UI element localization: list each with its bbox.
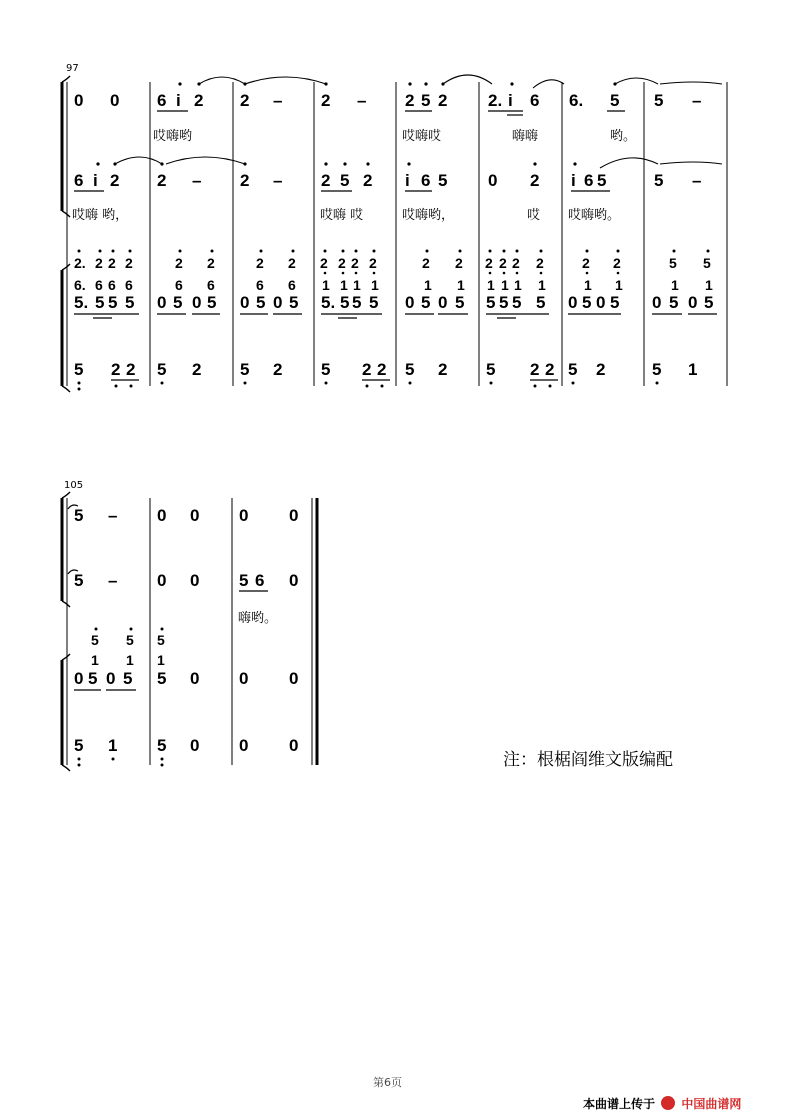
svg-text:5: 5 xyxy=(95,293,105,312)
svg-text:0: 0 xyxy=(652,293,662,312)
svg-text:5: 5 xyxy=(126,632,134,648)
svg-text:6.: 6. xyxy=(74,277,86,293)
svg-text:6: 6 xyxy=(207,277,215,293)
svg-text:0: 0 xyxy=(596,293,606,312)
staff-1-notes xyxy=(74,91,701,110)
svg-text:5: 5 xyxy=(108,293,118,312)
svg-text:0: 0 xyxy=(110,91,120,110)
svg-text:1: 1 xyxy=(501,277,509,293)
svg-text:1: 1 xyxy=(514,277,522,293)
svg-text:5: 5 xyxy=(610,293,620,312)
svg-text:5: 5 xyxy=(340,293,350,312)
svg-text:0: 0 xyxy=(688,293,698,312)
svg-text:2: 2 xyxy=(530,360,540,379)
svg-text:1: 1 xyxy=(705,277,713,293)
svg-text:0: 0 xyxy=(289,669,299,688)
svg-text:5: 5 xyxy=(74,736,84,755)
svg-text:1: 1 xyxy=(126,652,134,668)
footer-prefix: 本曲谱上传于 xyxy=(583,1097,656,1111)
svg-text:1: 1 xyxy=(584,277,592,293)
svg-text:i: i xyxy=(508,91,513,110)
arrangement-note: 注：根椐阎维文版编配 xyxy=(503,750,673,770)
svg-text:1: 1 xyxy=(671,277,679,293)
svg-text:–: – xyxy=(273,91,283,110)
svg-text:2: 2 xyxy=(95,255,103,271)
svg-text:2: 2 xyxy=(321,171,331,190)
svg-text:i: i xyxy=(176,91,181,110)
svg-text:6: 6 xyxy=(584,171,594,190)
svg-text:5: 5 xyxy=(88,669,98,688)
lyric: 哎嗨哟。 xyxy=(568,208,621,223)
svg-text:5: 5 xyxy=(582,293,592,312)
svg-text:5: 5 xyxy=(123,669,133,688)
svg-text:0: 0 xyxy=(190,669,200,688)
svg-text:2: 2 xyxy=(321,91,331,110)
svg-text:2: 2 xyxy=(256,255,264,271)
lyric: 哎嗨哟， xyxy=(402,208,455,223)
svg-text:5: 5 xyxy=(207,293,217,312)
svg-text:0: 0 xyxy=(106,669,116,688)
svg-text:0: 0 xyxy=(289,736,299,755)
staff-3-chords xyxy=(74,255,713,293)
lyric: 哎嗨 哎 xyxy=(320,208,364,223)
lyric: 嗨嗨 xyxy=(512,129,539,144)
svg-text:2: 2 xyxy=(175,255,183,271)
svg-text:i: i xyxy=(571,171,576,190)
measure-number: 97 xyxy=(66,63,79,74)
svg-text:0: 0 xyxy=(190,571,200,590)
svg-text:1: 1 xyxy=(108,736,118,755)
svg-text:–: – xyxy=(192,171,202,190)
svg-text:1: 1 xyxy=(91,652,99,668)
svg-text:5: 5 xyxy=(157,736,167,755)
svg-text:–: – xyxy=(108,571,118,590)
svg-text:2: 2 xyxy=(320,255,328,271)
svg-text:–: – xyxy=(357,91,367,110)
site-logo-icon xyxy=(661,1096,675,1110)
svg-text:2: 2 xyxy=(207,255,215,271)
svg-text:2: 2 xyxy=(438,91,448,110)
svg-text:0: 0 xyxy=(239,669,249,688)
svg-text:5: 5 xyxy=(405,360,415,379)
svg-text:0: 0 xyxy=(74,91,84,110)
svg-text:1: 1 xyxy=(538,277,546,293)
svg-text:2: 2 xyxy=(536,255,544,271)
svg-text:5: 5 xyxy=(654,171,664,190)
svg-text:2: 2 xyxy=(111,360,121,379)
svg-text:5: 5 xyxy=(421,91,431,110)
svg-text:6: 6 xyxy=(255,571,265,590)
svg-text:0: 0 xyxy=(190,506,200,525)
svg-text:2: 2 xyxy=(438,360,448,379)
staff-3-notes xyxy=(74,293,713,312)
staff-4-notes xyxy=(74,360,697,379)
svg-text:2: 2 xyxy=(240,91,250,110)
svg-text:0: 0 xyxy=(239,506,249,525)
footer-credit xyxy=(583,1095,741,1112)
svg-text:6: 6 xyxy=(530,91,540,110)
svg-text:1: 1 xyxy=(371,277,379,293)
svg-text:5: 5 xyxy=(157,632,165,648)
svg-text:2: 2 xyxy=(422,255,430,271)
svg-text:5: 5 xyxy=(74,360,84,379)
svg-text:2: 2 xyxy=(369,255,377,271)
svg-text:0: 0 xyxy=(74,669,84,688)
svg-text:6: 6 xyxy=(95,277,103,293)
svg-text:5.: 5. xyxy=(74,293,89,312)
svg-text:1: 1 xyxy=(457,277,465,293)
svg-text:2: 2 xyxy=(351,255,359,271)
svg-text:5: 5 xyxy=(256,293,266,312)
svg-text:5: 5 xyxy=(240,360,250,379)
svg-text:5: 5 xyxy=(703,255,711,271)
svg-text:6: 6 xyxy=(256,277,264,293)
svg-text:2: 2 xyxy=(499,255,507,271)
svg-text:–: – xyxy=(108,506,118,525)
svg-text:6: 6 xyxy=(125,277,133,293)
svg-text:1: 1 xyxy=(322,277,330,293)
svg-text:0: 0 xyxy=(568,293,578,312)
svg-text:0: 0 xyxy=(192,293,202,312)
svg-text:5: 5 xyxy=(652,360,662,379)
svg-text:5: 5 xyxy=(486,360,496,379)
svg-text:5: 5 xyxy=(352,293,362,312)
page-number: 第6页 xyxy=(373,1076,402,1089)
svg-text:5: 5 xyxy=(74,571,84,590)
svg-text:2: 2 xyxy=(485,255,493,271)
svg-text:2: 2 xyxy=(530,171,540,190)
svg-text:2: 2 xyxy=(377,360,387,379)
svg-text:5: 5 xyxy=(704,293,714,312)
svg-text:2.: 2. xyxy=(488,91,503,110)
svg-text:5: 5 xyxy=(74,506,84,525)
svg-text:2: 2 xyxy=(192,360,202,379)
svg-text:5: 5 xyxy=(157,669,167,688)
svg-text:–: – xyxy=(273,171,283,190)
svg-text:–: – xyxy=(692,171,702,190)
svg-text:5: 5 xyxy=(340,171,350,190)
svg-text:5.: 5. xyxy=(321,293,336,312)
lyric: 哎嗨哎 xyxy=(402,129,442,144)
svg-text:0: 0 xyxy=(488,171,498,190)
svg-text:2: 2 xyxy=(405,91,415,110)
svg-text:2: 2 xyxy=(240,171,250,190)
svg-text:2: 2 xyxy=(110,171,120,190)
svg-text:5: 5 xyxy=(669,293,679,312)
svg-text:6: 6 xyxy=(421,171,431,190)
lyric: 哎 xyxy=(527,208,541,223)
svg-text:1: 1 xyxy=(157,652,165,668)
svg-text:2: 2 xyxy=(582,255,590,271)
svg-text:5: 5 xyxy=(289,293,299,312)
svg-text:6: 6 xyxy=(108,277,116,293)
svg-text:2: 2 xyxy=(125,255,133,271)
svg-text:0: 0 xyxy=(289,571,299,590)
svg-text:5: 5 xyxy=(512,293,522,312)
svg-text:2: 2 xyxy=(157,171,167,190)
system-1 xyxy=(62,63,727,392)
svg-text:i: i xyxy=(93,171,98,190)
svg-text:2: 2 xyxy=(362,360,372,379)
svg-text:1: 1 xyxy=(688,360,698,379)
svg-text:0: 0 xyxy=(405,293,415,312)
svg-text:2: 2 xyxy=(512,255,520,271)
svg-text:5: 5 xyxy=(239,571,249,590)
svg-text:0: 0 xyxy=(289,506,299,525)
svg-text:5: 5 xyxy=(157,360,167,379)
svg-text:0: 0 xyxy=(240,293,250,312)
svg-text:5: 5 xyxy=(536,293,546,312)
svg-text:–: – xyxy=(692,91,702,110)
svg-text:5: 5 xyxy=(369,293,379,312)
svg-text:5: 5 xyxy=(125,293,135,312)
svg-text:0: 0 xyxy=(157,506,167,525)
svg-text:0: 0 xyxy=(157,293,167,312)
svg-text:2: 2 xyxy=(596,360,606,379)
svg-text:6: 6 xyxy=(157,91,167,110)
svg-text:2: 2 xyxy=(545,360,555,379)
svg-text:6.: 6. xyxy=(569,91,584,110)
svg-text:5: 5 xyxy=(669,255,677,271)
svg-text:0: 0 xyxy=(239,736,249,755)
lyric: 哎嗨 哟， xyxy=(72,208,129,223)
svg-text:2: 2 xyxy=(455,255,463,271)
svg-text:5: 5 xyxy=(173,293,183,312)
svg-text:2.: 2. xyxy=(74,255,86,271)
svg-text:5: 5 xyxy=(321,360,331,379)
svg-text:5: 5 xyxy=(499,293,509,312)
svg-text:1: 1 xyxy=(615,277,623,293)
site-name[interactable]: 中国曲谱网 xyxy=(681,1097,742,1111)
svg-text:5: 5 xyxy=(654,91,664,110)
svg-text:2: 2 xyxy=(126,360,136,379)
svg-text:2: 2 xyxy=(363,171,373,190)
svg-text:6: 6 xyxy=(175,277,183,293)
svg-text:2: 2 xyxy=(108,255,116,271)
svg-text:6: 6 xyxy=(74,171,84,190)
svg-text:1: 1 xyxy=(353,277,361,293)
svg-text:i: i xyxy=(405,171,410,190)
svg-text:5: 5 xyxy=(421,293,431,312)
svg-text:5: 5 xyxy=(91,632,99,648)
svg-text:0: 0 xyxy=(273,293,283,312)
svg-text:5: 5 xyxy=(438,171,448,190)
svg-text:1: 1 xyxy=(487,277,495,293)
svg-text:5: 5 xyxy=(597,171,607,190)
svg-text:2: 2 xyxy=(338,255,346,271)
lyric: 哎嗨哟 xyxy=(153,129,193,144)
svg-text:0: 0 xyxy=(190,736,200,755)
lyric: 哟。 xyxy=(610,129,637,144)
svg-text:5: 5 xyxy=(486,293,496,312)
svg-text:0: 0 xyxy=(157,571,167,590)
svg-text:5: 5 xyxy=(455,293,465,312)
measure-number: 105 xyxy=(64,480,84,491)
svg-text:1: 1 xyxy=(340,277,348,293)
lyric: 嗨哟。 xyxy=(238,611,278,626)
svg-text:2: 2 xyxy=(288,255,296,271)
svg-text:2: 2 xyxy=(194,91,204,110)
system-2 xyxy=(62,480,317,771)
staff-2-notes xyxy=(74,171,701,190)
svg-text:2: 2 xyxy=(613,255,621,271)
svg-text:0: 0 xyxy=(438,293,448,312)
svg-text:2: 2 xyxy=(273,360,283,379)
svg-text:5: 5 xyxy=(568,360,578,379)
svg-text:6: 6 xyxy=(288,277,296,293)
svg-text:5: 5 xyxy=(610,91,620,110)
svg-text:1: 1 xyxy=(424,277,432,293)
